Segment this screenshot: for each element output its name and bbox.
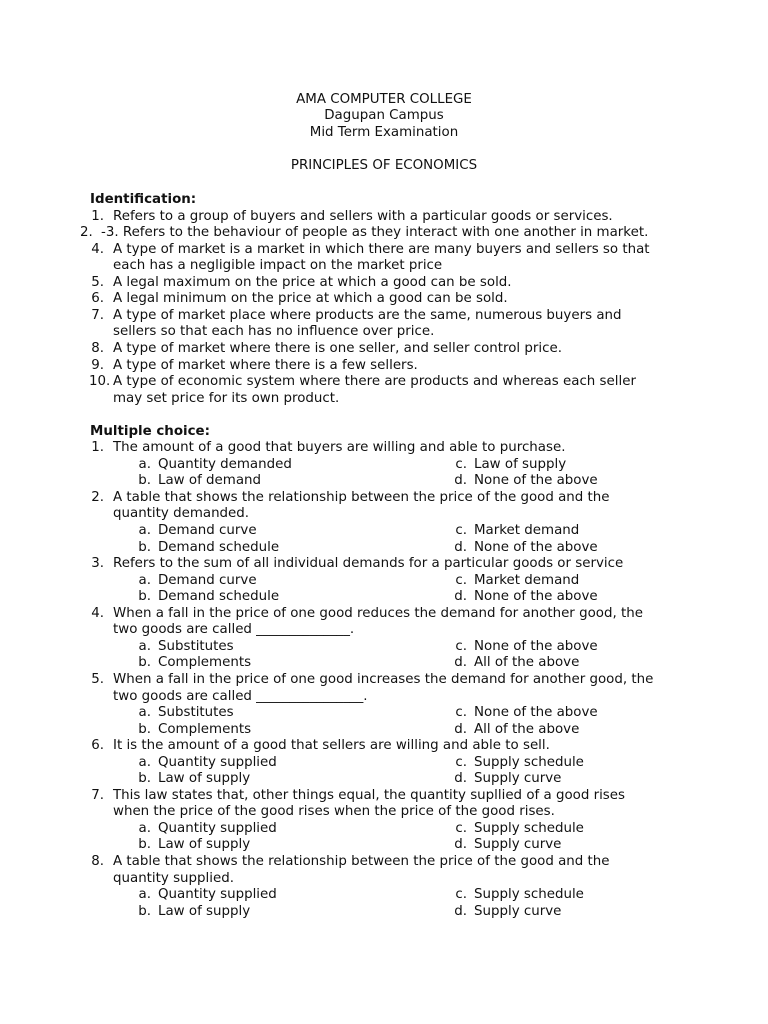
question-text: This law states that, other things equal, the quantity supllied of a good rises — [113, 787, 626, 803]
item-number: 1. — [91, 208, 104, 224]
choice-c: Supply schedule — [474, 754, 584, 770]
item-text: -3. Refers to the behaviour of people as they interact with one another in market. — [101, 225, 649, 241]
campus-name: Dagupan Campus — [324, 108, 444, 123]
choice-letter: d. — [454, 589, 467, 605]
choice-d: Supply curve — [474, 903, 562, 919]
item-number: 9. — [91, 357, 104, 373]
question-text-continued: quantity demanded. — [113, 506, 250, 522]
item-text: A legal maximum on the price at which a good can be sold. — [113, 274, 512, 290]
choice-a: Demand curve — [158, 572, 257, 588]
choice-letter: d. — [454, 655, 467, 671]
choice-letter: a. — [138, 572, 151, 588]
choice-letter: a. — [138, 523, 151, 538]
item-text: A legal minimum on the price at which a good can be sold. — [113, 291, 508, 307]
choice-letter: c. — [455, 523, 467, 538]
exam-title: Mid Term Examination — [309, 125, 459, 140]
choice-b: Demand schedule — [158, 539, 280, 555]
choice-b: Law of supply — [158, 771, 251, 787]
choice-letter: a. — [138, 638, 151, 654]
choice-letter: c. — [455, 638, 467, 654]
question-text: When a fall in the price of one good increases the demand for another good, the — [113, 671, 654, 687]
choice-letter: c. — [455, 456, 467, 472]
item-text: A type of market is a market in which there are many buyers and sellers so that — [113, 241, 650, 257]
item-text-continued: sellers so that each has no influence over price. — [113, 324, 435, 340]
choice-letter: c. — [455, 754, 467, 770]
choice-letter: d. — [454, 903, 467, 919]
choice-letter: b. — [138, 655, 151, 671]
question-number: 3. — [91, 556, 104, 572]
choice-d: None of the above — [474, 539, 598, 555]
choice-b: Complements — [158, 721, 252, 737]
identification-title: Identification: — [90, 192, 197, 207]
choice-a: Substitutes — [158, 638, 234, 654]
item-text: A type of market where there is a few sellers. — [113, 357, 418, 373]
question-text: A table that shows the relationship between the price of the good and the — [113, 854, 610, 869]
choice-d: All of the above — [474, 721, 580, 737]
item-number: 8. — [91, 340, 104, 356]
choice-letter: a. — [138, 456, 151, 472]
item-number: 4. — [91, 241, 104, 257]
question-number: 4. — [91, 605, 104, 621]
choice-d: Supply curve — [474, 837, 562, 853]
choice-c: Market demand — [474, 523, 580, 538]
question-text-continued: when the price of the good rises when the price of the good rises. — [113, 804, 555, 820]
choice-letter: b. — [138, 589, 151, 605]
choice-letter: d. — [454, 837, 467, 853]
choice-d: Supply curve — [474, 771, 562, 787]
choice-letter: d. — [454, 473, 467, 489]
choice-letter: b. — [138, 837, 151, 853]
choice-letter: c. — [455, 887, 467, 903]
item-text-continued: may set price for its own product. — [113, 390, 340, 406]
question-number: 2. — [91, 489, 104, 505]
question-number: 8. — [91, 854, 104, 869]
choice-a: Quantity supplied — [158, 820, 277, 836]
choice-letter: a. — [138, 820, 151, 836]
question-number: 6. — [91, 738, 104, 754]
choice-letter: a. — [138, 705, 151, 721]
item-number: 7. — [91, 307, 104, 323]
question-text: It is the amount of a good that sellers are willing and able to sell. — [113, 738, 550, 754]
item-number: 2. — [80, 225, 93, 241]
question-text-continued: two goods are called ______________. — [113, 622, 355, 638]
question-text-continued: quantity supplied. — [113, 870, 234, 886]
choice-letter: a. — [138, 887, 151, 903]
item-text: A type of market where there is one seller, and seller control price. — [113, 340, 562, 356]
choice-d: None of the above — [474, 473, 598, 489]
choice-b: Complements — [158, 655, 252, 671]
item-text: Refers to a group of buyers and sellers with a particular goods or services. — [113, 208, 613, 224]
question-number: 5. — [91, 671, 104, 687]
subject-title: PRINCIPLES OF ECONOMICS — [290, 158, 478, 173]
item-text: A type of market place where products are the same, numerous buyers and — [113, 307, 622, 323]
choice-b: Demand schedule — [158, 589, 280, 605]
choice-c: Supply schedule — [474, 887, 584, 903]
choice-letter: c. — [455, 705, 467, 721]
choice-c: None of the above — [474, 705, 598, 721]
multiple-choice-title: Multiple choice: — [90, 423, 210, 439]
choice-a: Substitutes — [158, 705, 234, 721]
question-text: A table that shows the relationship between the price of the good and the — [113, 489, 610, 505]
choice-letter: d. — [454, 771, 467, 787]
choice-letter: b. — [138, 539, 151, 555]
question-text: Refers to the sum of all individual demands for a particular goods or service — [113, 556, 624, 572]
choice-letter: a. — [138, 754, 151, 770]
choice-letter: b. — [138, 473, 151, 489]
choice-letter: c. — [455, 572, 467, 588]
item-number: 10. — [89, 374, 111, 390]
choice-a: Quantity demanded — [158, 456, 292, 472]
choice-c: Supply schedule — [474, 820, 584, 836]
question-number: 1. — [91, 440, 104, 456]
choice-b: Law of supply — [158, 837, 251, 853]
choice-letter: b. — [138, 771, 151, 787]
question-text: When a fall in the price of one good reduces the demand for another good, the — [113, 605, 643, 621]
choice-d: None of the above — [474, 589, 598, 605]
choice-letter: c. — [455, 820, 467, 836]
item-text: A type of economic system where there are products and whereas each seller — [113, 374, 636, 390]
item-text-continued: each has a negligible impact on the market price — [113, 258, 443, 274]
choice-c: Market demand — [474, 572, 580, 588]
choice-a: Demand curve — [158, 523, 257, 538]
choice-a: Quantity supplied — [158, 887, 277, 903]
question-text: The amount of a good that buyers are willing and able to purchase. — [113, 440, 566, 456]
choice-letter: b. — [138, 903, 151, 919]
item-number: 5. — [91, 274, 104, 290]
question-number: 7. — [91, 787, 104, 803]
choice-b: Law of demand — [158, 473, 262, 489]
question-text-continued: two goods are called ________________. — [113, 688, 368, 704]
choice-b: Law of supply — [158, 903, 251, 919]
choice-letter: b. — [138, 721, 151, 737]
choice-letter: d. — [454, 539, 467, 555]
choice-c: Law of supply — [474, 456, 567, 472]
choice-a: Quantity supplied — [158, 754, 277, 770]
choice-letter: d. — [454, 721, 467, 737]
choice-d: All of the above — [474, 655, 580, 671]
item-number: 6. — [91, 291, 104, 307]
choice-c: None of the above — [474, 638, 598, 654]
college-name: AMA COMPUTER COLLEGE — [296, 92, 472, 107]
